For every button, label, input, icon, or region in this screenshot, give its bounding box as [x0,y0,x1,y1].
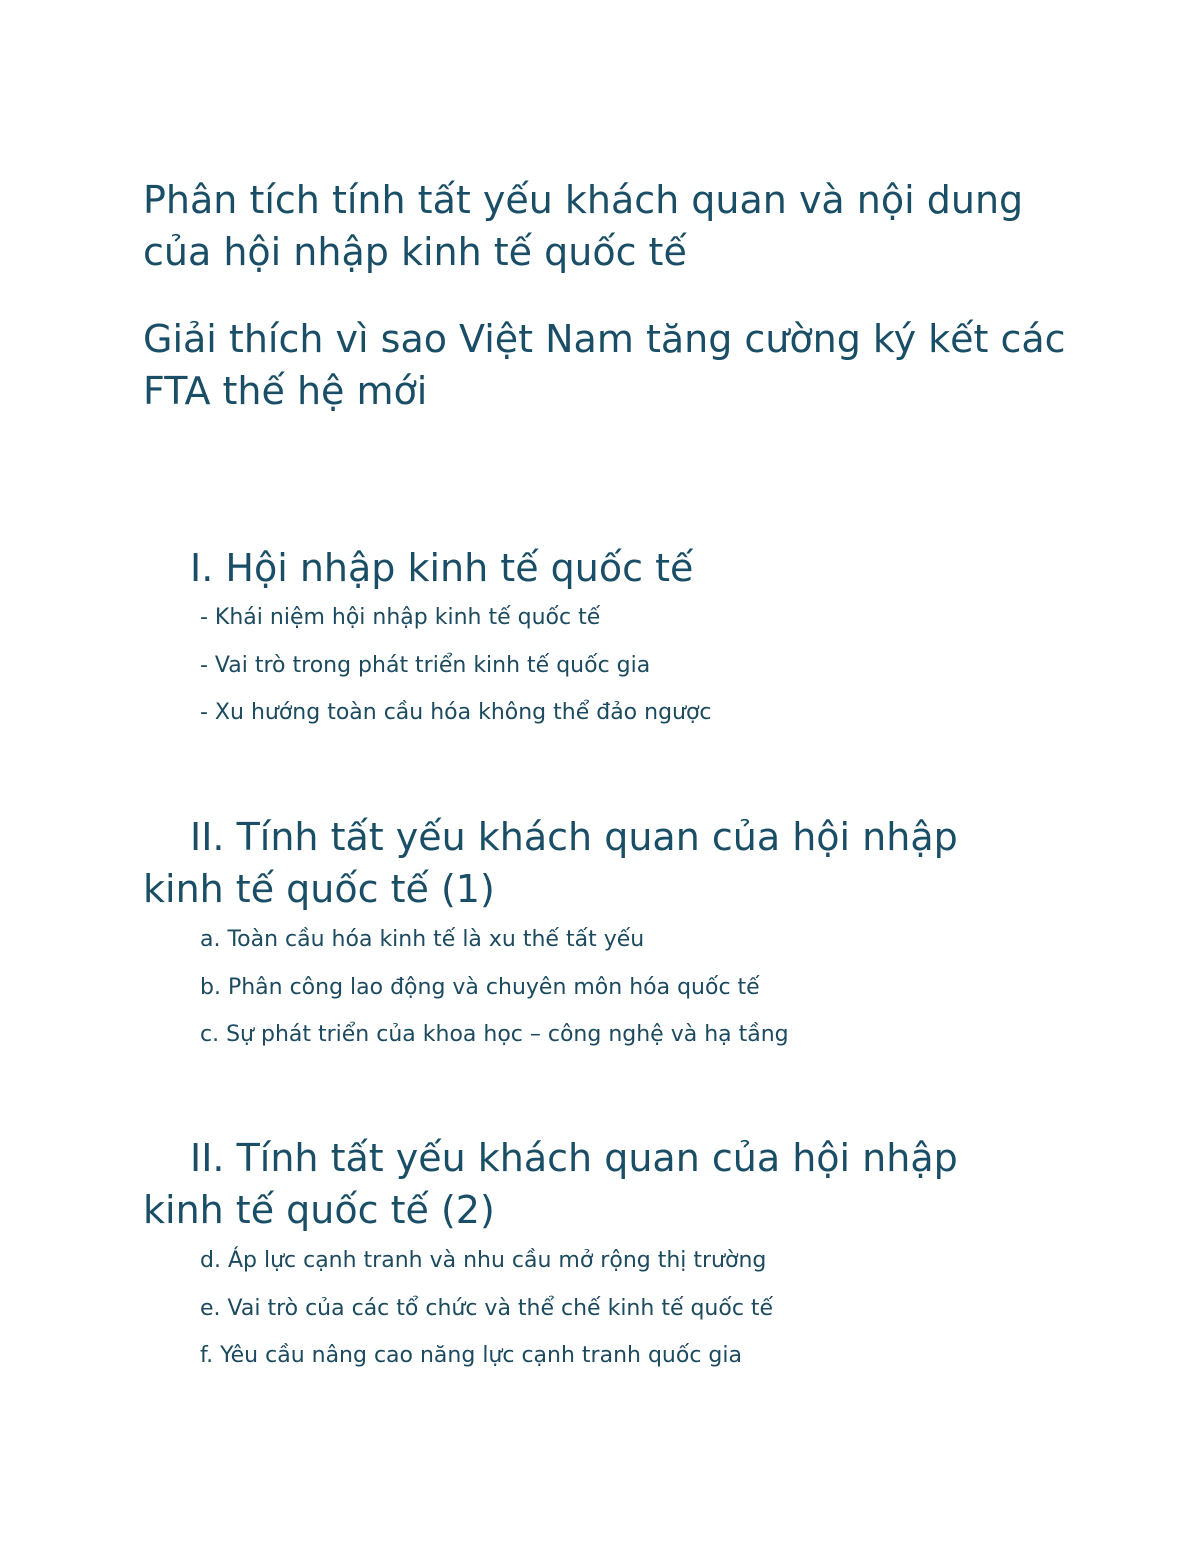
document-subtitle: Giải thích vì sao Việt Nam tăng cường ký kết các FTA thế hệ mới [143,317,1066,413]
document-title: Phân tích tính tất yếu khách quan và nội dung của hội nhập kinh tế quốc tế [143,178,1024,274]
list-item: c. Sự phát triển của khoa học – công nghệ và hạ tầng [200,1022,789,1047]
list-item: - Khái niệm hội nhập kinh tế quốc tế [200,605,601,630]
section-3-list [200,1245,773,1388]
section-1-list [200,602,712,745]
section-heading-2: II. Tính tất yếu khách quan của hội nhập kinh tế quốc tế (1) [143,815,958,911]
list-item: - Xu hướng toàn cầu hóa không thể đảo ngược [200,700,712,725]
list-item: e. Vai trò của các tổ chức và thể chế kinh tế quốc tế [200,1295,774,1321]
list-item: d. Áp lực cạnh tranh và nhu cầu mở rộng thị trường [200,1248,767,1273]
section-heading-3: II. Tính tất yếu khách quan của hội nhập kinh tế quốc tế (2) [143,1136,958,1232]
list-item: f. Yêu cầu nâng cao năng lực cạnh tranh quốc gia [200,1343,742,1368]
list-item: a. Toàn cầu hóa kinh tế là xu thế tất yếu [200,927,645,952]
list-item: b. Phân công lao động và chuyên môn hóa quốc tế [200,974,760,1000]
section-2-list [200,924,789,1067]
list-item: - Vai trò trong phát triển kinh tế quốc gia [200,652,651,678]
section-heading-1: I. Hội nhập kinh tế quốc tế [190,546,694,590]
